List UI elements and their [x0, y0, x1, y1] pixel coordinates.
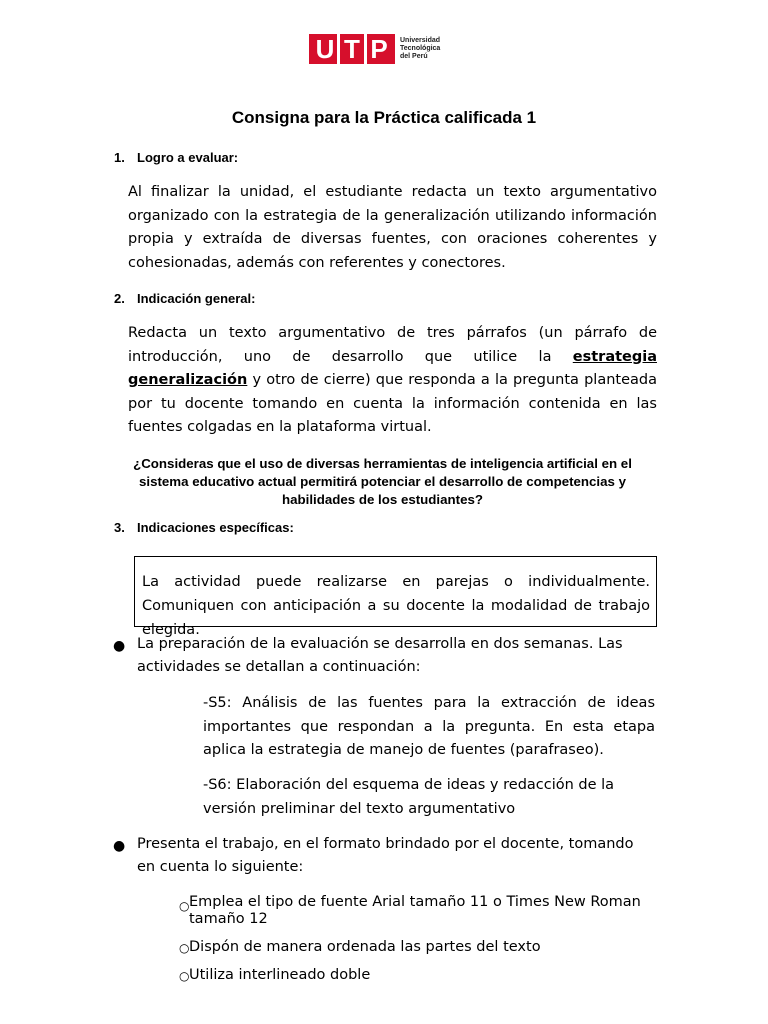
sub-item-spacing: Utiliza interlineado doble — [189, 967, 371, 983]
section-2-heading — [114, 291, 255, 306]
section-3-title: Indicaciones específicas: — [137, 520, 294, 535]
section-3-heading — [114, 520, 294, 535]
modality-text: La actividad puede realizarse en parejas o individualmente. Comuniquen con anticipación a su docente la modalidad de trabajo elegida. — [142, 574, 650, 638]
section-2-text — [128, 322, 657, 440]
strategy-emphasis: estrategia generalización — [128, 348, 657, 388]
logo-wordmark — [400, 37, 440, 61]
section-2-title: Indicación general: — [137, 291, 256, 306]
section-2-text-before: Redacta un texto argumentativo de tres párrafos (un párrafo de introducción, uno de desarrollo que utilice la — [128, 325, 657, 365]
section-3-number: 3. — [114, 520, 125, 535]
logo-letter-t: T — [344, 34, 360, 64]
bullet-dot: ● — [113, 638, 126, 654]
logo-mark — [309, 34, 395, 64]
sub-item-order: Dispón de manera ordenada las partes del texto — [189, 939, 541, 955]
step-s5: -S5: Análisis de las fuentes para la extracción de ideas importantes que respondan a la pregunta. En esta etapa aplica la estrategia de manejo de fuentes (parafraseo). — [203, 695, 655, 758]
sub-item-font: Emplea el tipo de fuente Arial tamaño 11 o Times New Roman tamaño 12 — [189, 894, 641, 927]
section-2-number: 2. — [114, 291, 125, 306]
section-1-title: Logro a evaluar: — [137, 150, 239, 165]
step-s6: -S6: Elaboración del esquema de ideas y redacción de la versión preliminar del texto argumentativo — [203, 777, 615, 817]
section-1-number: 1. — [114, 150, 125, 165]
section-1-text: Al finalizar la unidad, el estudiante redacta un texto argumentativo organizado con la estrategia de la generalización utilizando información propia y extraída de diversas fuentes, con oraciones coherentes y cohesionadas, además con referentes y conectores. — [128, 184, 657, 271]
logo-line-3: del Perú — [400, 53, 428, 60]
utp-logo — [309, 34, 440, 64]
section-2-text-after: y otro de cierre) que responda a la pregunta planteada por tu docente tomando en cuenta la información contenida en las fuentes colgadas en la plataforma virtual. — [128, 372, 657, 435]
guiding-question: ¿Consideras que el uso de diversas herramientas de inteligencia artificial en el sistema educativo actual permitirá potenciar el desarrollo de competencias y habilidades de los estudiantes? — [133, 456, 632, 507]
page-title: Consigna para la Práctica calificada 1 — [231, 108, 537, 127]
modality-box — [134, 556, 657, 638]
logo-line-1: Universidad — [400, 37, 441, 44]
section-1-heading — [114, 150, 238, 165]
bullet-presentation: Presenta el trabajo, en el formato brindado por el docente, tomando en cuenta lo siguiente: — [137, 836, 634, 875]
bullet-preparation: La preparación de la evaluación se desarrolla en dos semanas. Las actividades se detallan a continuación: — [137, 636, 623, 675]
logo-letter-u: U — [315, 34, 335, 64]
logo-letter-p: P — [370, 34, 388, 64]
circle-bullet-icon: ○ — [179, 899, 190, 913]
circle-bullet-icon: ○ — [179, 941, 190, 955]
logo-line-2: Tecnológica — [400, 45, 441, 52]
circle-bullet-icon: ○ — [179, 969, 190, 983]
bullet-dot: ● — [113, 838, 126, 854]
